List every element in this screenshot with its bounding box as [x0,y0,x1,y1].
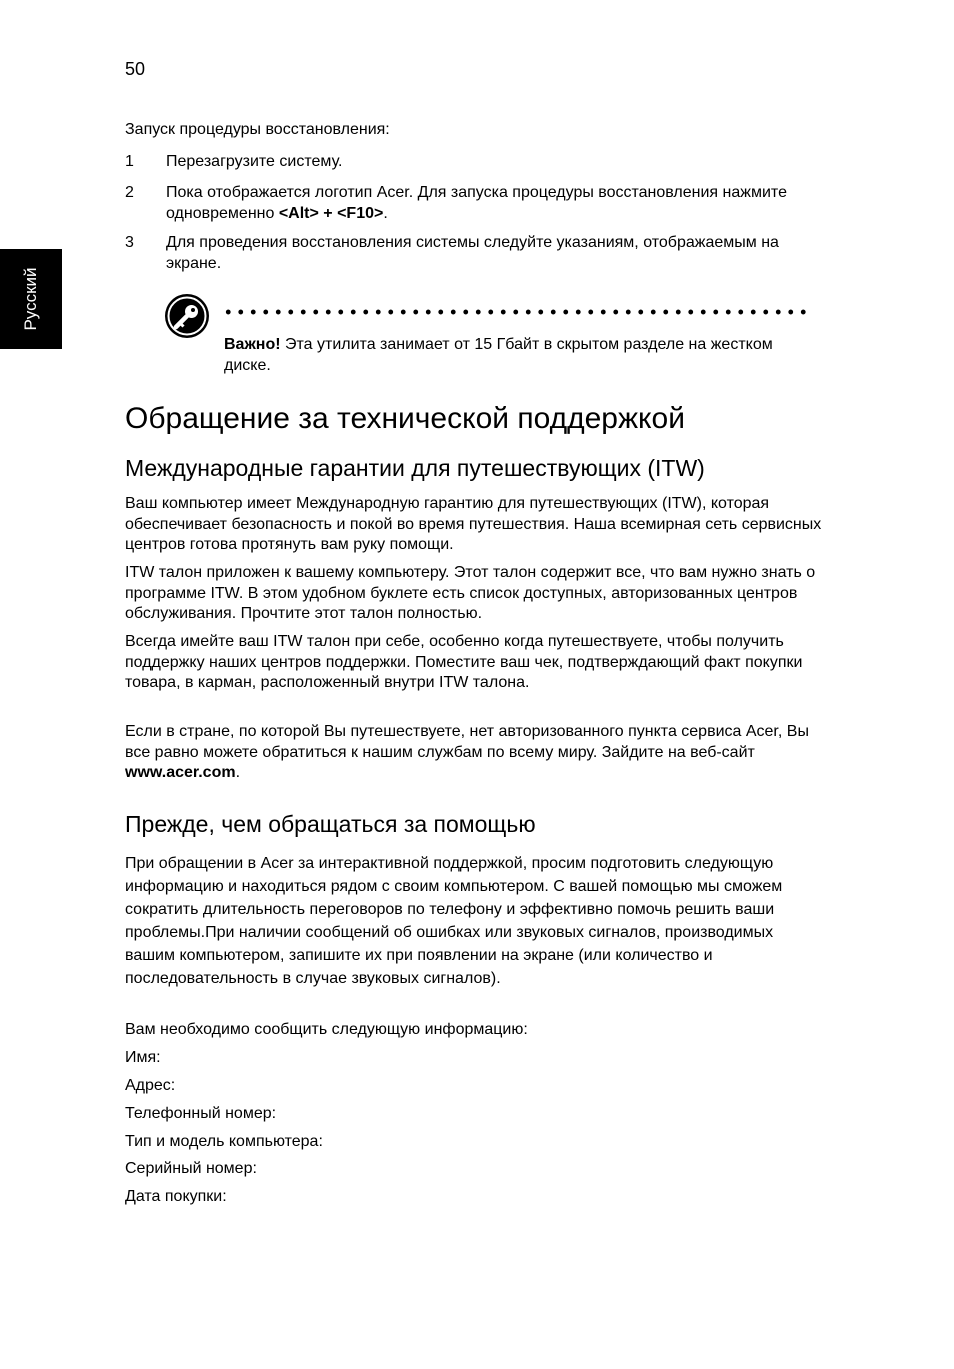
step-number: 2 [125,184,134,201]
itw-paragraph: ITW талон приложен к вашему компьютеру. Этот талон содержит все, что вам нужно знать о программе ITW. В этом удобном буклете есть список доступных, авторизованных центров обслуживания. Прочтите этот талон полностью. [125,564,816,622]
support-heading: Обращение за технической поддержкой [125,402,685,435]
note-text: Эта утилита занимает от 15 Гбайт в скрытом разделе на жестком диске. [224,336,773,374]
step-text: Перезагрузите систему. [166,153,343,170]
info-field: Дата покупки: [125,1188,227,1205]
page-number: 50 [125,59,146,79]
before-help-heading: Прежде, чем обращаться за помощью [125,811,536,837]
step-text: Для проведения восстановления системы следуйте указаниям, отображаемым на экране. [166,234,779,272]
note-divider [222,309,807,315]
itw-heading: Международные гарантии для путешествующих (ITW) [125,455,705,481]
acer-website-link[interactable]: www.acer.com [125,764,236,781]
before-help-paragraph: При обращении в Acer за интерактивной поддержкой, просим подготовить следующую информацию и находиться рядом с своим компьютером. С вашей помощью мы сможем сократить длительность переговоров по телефону и эффективно помочь решить ваши проблемы.При наличии сообщений об ошибках или звуковых сигналов, производимых вашим компьютером, запишите их при появлении на экране (или количество и последовательность в случае звуковых сигналов). [125,855,783,987]
language-side-tab [0,249,62,349]
info-intro: Вам необходимо сообщить следующую информацию: [125,1021,528,1038]
language-side-tab-label: Русский [21,267,40,331]
itw-paragraph: Всегда имейте ваш ITW талон при себе, особенно когда путешествуете, чтобы получить поддержку наших центров поддержки. Поместите ваш чек, подтверждающий факт покупки товара, в карман, расположенный внутри ITW талона. [125,633,803,691]
key-combination: <Alt> + <F10> [278,204,384,222]
itw-last-text: Если в стране, по которой Вы путешествуете, нет авторизованного пункта сервиса Acer, Вы все равно можете обратиться к нашим службам по всему миру. Зайдите на веб-сайт [125,723,809,761]
step-text-before: Пока отображается логотип Acer. Для запуска процедуры восстановления нажмите одновременно [166,184,787,222]
key-icon [163,292,211,340]
itw-paragraph [125,722,825,784]
itw-last-end: . [235,764,241,781]
step-text-after: . [383,204,388,222]
step-number: 3 [125,234,134,251]
info-field: Тип и модель компьютера: [125,1133,323,1150]
info-field: Имя: [125,1049,161,1066]
info-field: Телефонный номер: [125,1105,277,1122]
info-field: Серийный номер: [125,1160,257,1177]
note-label: Важно! [224,336,281,353]
recovery-intro: Запуск процедуры восстановления: [125,121,390,138]
step-number: 1 [125,153,134,170]
step-text [166,183,816,224]
info-field: Адрес: [125,1077,176,1094]
important-note [224,335,814,376]
itw-paragraph: Ваш компьютер имеет Международную гарантию для путешествующих (ITW), которая обеспечивает безопасность и покой во время путешествия. Наша всемирная сеть сервисных центров готова протянуть вам руку помощи. [125,495,822,553]
